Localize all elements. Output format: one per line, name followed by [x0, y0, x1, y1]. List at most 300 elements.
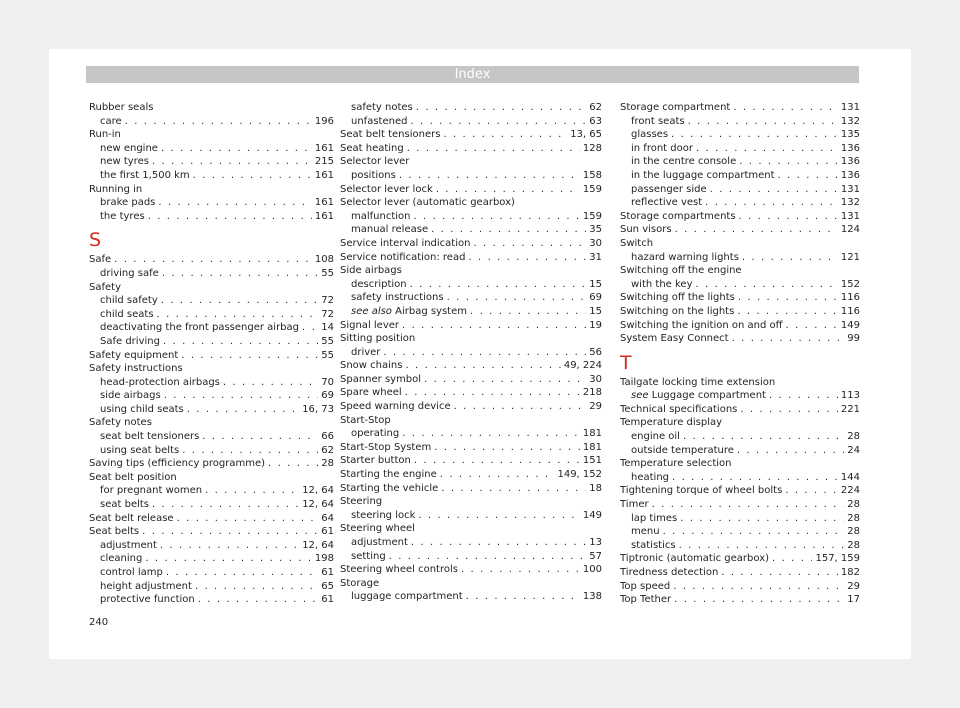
page-reference: 198 — [314, 553, 334, 565]
index-term: reflective vest — [631, 197, 703, 209]
index-term: using seat belts — [100, 444, 180, 456]
index-term: Tightening torque of wheel bolts — [620, 485, 783, 497]
index-term: seat belt tensioners — [100, 431, 200, 443]
index-term: new engine — [100, 142, 158, 154]
index-subentry — [89, 593, 334, 607]
page-reference: 224 — [840, 485, 860, 497]
dot-leader — [733, 101, 838, 115]
dot-leader — [454, 400, 587, 414]
dot-leader — [177, 512, 319, 526]
dot-leader — [145, 552, 312, 566]
index-term: Signal lever — [340, 319, 400, 331]
index-term: Storage — [340, 577, 380, 589]
index-entry — [340, 563, 602, 577]
dot-leader — [739, 210, 838, 224]
index-subentry — [89, 142, 334, 156]
index-column-2 — [340, 101, 602, 604]
dot-leader — [675, 223, 838, 237]
page-reference: 62 — [321, 444, 334, 456]
page-reference: 159 — [582, 210, 602, 222]
page-reference: 128 — [582, 142, 602, 154]
index-subentry — [89, 267, 334, 281]
index-term: Service interval indication — [340, 237, 471, 249]
index-subentry — [89, 484, 334, 498]
page-reference: 221 — [840, 403, 860, 415]
dot-leader — [738, 291, 838, 305]
index-entry — [340, 454, 602, 468]
index-subentry — [620, 512, 860, 526]
index-entry — [340, 128, 602, 142]
page-reference: 135 — [840, 129, 860, 141]
dot-leader — [431, 223, 586, 237]
page-reference: 28 — [847, 499, 860, 511]
index-subentry — [340, 346, 602, 360]
index-term: Spare wheel — [340, 387, 402, 399]
index-entry — [340, 332, 602, 346]
page-reference: 136 — [840, 156, 860, 168]
page-reference: 69 — [321, 390, 334, 402]
index-term: seat belts — [100, 499, 149, 511]
index-term: Switching the ignition on and off — [620, 319, 783, 331]
index-entry — [89, 512, 334, 526]
page-reference: 161 — [314, 169, 334, 181]
page-reference: 72 — [321, 308, 334, 320]
index-term: head-protection airbags — [100, 376, 220, 388]
index-term: System Easy Connect — [620, 333, 729, 345]
dot-leader — [161, 294, 318, 308]
index-entry — [340, 386, 602, 400]
index-term: Saving tips (efficiency programme) — [89, 458, 266, 470]
index-term: Spanner symbol — [340, 373, 422, 385]
index-subentry — [620, 128, 860, 142]
index-term: Starting the engine — [340, 469, 437, 481]
page-reference: 108 — [314, 254, 334, 266]
index-entry — [340, 441, 602, 455]
index-entry — [620, 223, 860, 237]
index-term: hazard warning lights — [631, 251, 739, 263]
dot-leader — [193, 169, 312, 183]
dot-leader — [187, 403, 299, 417]
dot-leader — [158, 196, 312, 210]
index-entry — [340, 196, 602, 210]
page-reference: 62 — [589, 102, 602, 113]
index-entry — [340, 400, 602, 414]
index-entry — [620, 403, 860, 417]
page-reference: 131 — [840, 102, 860, 113]
page-reference: 56 — [589, 346, 602, 358]
dot-leader — [436, 183, 580, 197]
dot-leader — [696, 278, 838, 292]
page-title: Index — [454, 67, 491, 82]
page-reference: 131 — [840, 210, 860, 222]
index-term: driving safe — [100, 267, 159, 279]
dot-leader — [411, 536, 586, 550]
index-entry — [340, 264, 602, 278]
page-reference: 35 — [589, 224, 602, 236]
page-reference: 218 — [582, 387, 602, 399]
index-subentry — [89, 155, 334, 169]
dot-leader — [202, 430, 318, 444]
see-target: Luggage compartment — [648, 390, 766, 402]
page-reference: 131 — [840, 183, 860, 195]
index-entry — [620, 593, 860, 607]
index-entry — [340, 237, 602, 251]
page-reference: 63 — [589, 115, 602, 127]
index-entry — [340, 495, 602, 509]
index-subentry — [89, 552, 334, 566]
page-reference: 65 — [321, 580, 334, 592]
index-subentry — [89, 169, 334, 183]
page-reference: 24 — [847, 444, 860, 456]
index-term: control lamp — [100, 567, 163, 578]
index-term: luggage compartment — [351, 591, 463, 603]
dot-leader — [302, 321, 318, 335]
index-entry — [340, 183, 602, 197]
page-reference: 57 — [589, 550, 602, 562]
dot-leader — [737, 305, 838, 319]
index-entry — [620, 210, 860, 224]
index-subentry — [620, 525, 860, 539]
index-subentry — [620, 444, 860, 458]
dot-leader — [268, 457, 318, 471]
index-term: side airbags — [100, 390, 161, 402]
page-reference: 55 — [321, 335, 334, 347]
dot-leader — [688, 115, 838, 129]
index-term: Run-in — [89, 129, 121, 141]
index-term: Sun visors — [620, 224, 672, 236]
index-term: Safe — [89, 254, 112, 266]
index-term: Technical specifications — [620, 403, 738, 415]
page-reference: 181 — [582, 441, 602, 453]
page-reference: 132 — [840, 197, 860, 209]
dot-leader — [466, 590, 580, 604]
index-subentry — [340, 550, 602, 564]
index-term: Seat belt tensioners — [340, 129, 441, 141]
index-term: Safety — [89, 281, 121, 293]
dot-leader — [671, 128, 838, 142]
index-term: menu — [631, 526, 660, 538]
page-reference: 152 — [840, 278, 860, 290]
index-entry — [340, 373, 602, 387]
dot-leader — [389, 550, 587, 564]
page-reference: 181 — [582, 428, 602, 440]
page-reference: 182 — [840, 567, 860, 578]
dot-leader — [125, 115, 312, 129]
index-entry — [89, 101, 334, 115]
page-reference: 12, 64 — [302, 499, 334, 511]
page-reference: 16, 73 — [302, 403, 334, 415]
page-reference: 64 — [321, 512, 334, 524]
dot-leader — [152, 155, 312, 169]
index-term: Safety notes — [89, 417, 152, 429]
page-reference: 121 — [840, 251, 860, 263]
dot-leader — [740, 403, 838, 417]
index-entry — [340, 522, 602, 536]
index-subentry — [89, 115, 334, 129]
page-reference: 29 — [589, 401, 602, 413]
index-term: Rubber seals — [89, 102, 154, 113]
page-reference: 13 — [589, 537, 602, 548]
page-reference: 30 — [589, 373, 602, 385]
dot-leader — [672, 471, 838, 485]
index-entry — [340, 414, 602, 428]
index-entry — [620, 566, 860, 580]
index-term: Storage compartments — [620, 210, 736, 222]
page-reference: 61 — [321, 567, 334, 578]
page-reference: 159 — [582, 183, 602, 195]
index-term: Snow chains — [340, 360, 403, 372]
index-subentry — [620, 115, 860, 129]
page-reference: 158 — [582, 169, 602, 181]
dot-leader — [447, 291, 587, 305]
index-entry — [340, 577, 602, 591]
dot-leader — [407, 142, 580, 156]
index-entry — [340, 251, 602, 265]
index-entry — [620, 291, 860, 305]
dot-leader — [160, 539, 299, 553]
index-letter-heading: T — [620, 351, 632, 374]
dot-leader — [680, 512, 844, 526]
index-term: positions — [351, 169, 396, 181]
index-term: child seats — [100, 308, 154, 320]
index-term: Safe driving — [100, 335, 160, 347]
page-reference: 144 — [840, 471, 860, 483]
index-subentry — [89, 335, 334, 349]
dot-leader — [182, 444, 318, 458]
index-subentry — [89, 308, 334, 322]
page-reference: 15 — [589, 278, 602, 290]
page-reference: 66 — [321, 431, 334, 443]
dot-leader — [739, 155, 838, 169]
page-reference: 19 — [589, 319, 602, 331]
index-subentry — [620, 430, 860, 444]
page-reference: 161 — [314, 210, 334, 222]
index-letter-heading: S — [89, 229, 102, 252]
index-term: child safety — [100, 295, 158, 307]
index-subentry — [620, 471, 860, 485]
index-subentry — [340, 305, 602, 319]
page-reference: 12, 64 — [302, 485, 334, 497]
index-term: Steering — [340, 496, 383, 508]
index-term: outside temperature — [631, 444, 734, 456]
index-subentry — [620, 389, 860, 403]
index-term: for pregnant women — [100, 485, 203, 497]
page-reference: 116 — [840, 305, 860, 317]
index-term: Top Tether — [620, 594, 672, 606]
dot-leader — [683, 430, 844, 444]
index-term: deactivating the front passenger airbag — [100, 322, 300, 334]
index-term: Switching on the lights — [620, 305, 735, 317]
index-term: lap times — [631, 512, 678, 524]
page-reference: 116 — [840, 292, 860, 304]
page-reference: 28 — [847, 512, 860, 524]
index-term: Selector lever — [340, 156, 410, 168]
page-reference: 29 — [847, 580, 860, 592]
index-term: Selector lever (automatic gearbox) — [340, 197, 515, 209]
index-entry — [620, 237, 860, 251]
dot-leader — [414, 454, 580, 468]
index-entry — [89, 183, 334, 197]
dot-leader — [164, 389, 319, 403]
index-subentry — [89, 498, 334, 512]
index-term: height adjustment — [100, 580, 192, 592]
dot-leader — [742, 251, 838, 265]
index-term: Speed warning device — [340, 401, 451, 413]
index-term — [351, 305, 467, 319]
index-term: Switching off the lights — [620, 292, 735, 304]
index-entry — [89, 471, 334, 485]
index-subentry — [340, 291, 602, 305]
dot-leader — [195, 580, 318, 594]
see-target: Airbag system — [391, 305, 468, 317]
page-reference: 30 — [589, 237, 602, 249]
page-reference: 132 — [840, 115, 860, 127]
page-reference: 61 — [321, 526, 334, 538]
index-term: Top speed — [620, 580, 671, 592]
index-subentry — [89, 566, 334, 580]
page-reference: 14 — [321, 322, 334, 334]
dot-leader — [405, 359, 560, 373]
index-subentry — [340, 509, 602, 523]
index-term: manual release — [351, 224, 429, 236]
dot-leader — [198, 593, 319, 607]
page-reference: 161 — [314, 197, 334, 209]
index-entry — [620, 580, 860, 594]
page-reference: 15 — [589, 305, 602, 317]
index-term: operating — [351, 428, 400, 440]
dot-leader — [679, 539, 845, 553]
index-entry — [620, 101, 860, 115]
index-term: Temperature display — [620, 417, 723, 429]
dot-leader — [157, 308, 319, 322]
index-term: new tyres — [100, 156, 149, 168]
dot-leader — [166, 566, 318, 580]
index-term: setting — [351, 550, 386, 562]
index-entry — [620, 319, 860, 333]
index-entry — [620, 305, 860, 319]
index-subentry — [340, 536, 602, 550]
index-term: Tailgate locking time extension — [620, 376, 776, 388]
index-subentry — [620, 196, 860, 210]
index-subentry — [340, 115, 602, 129]
index-term: in the centre console — [631, 156, 737, 168]
page-reference: 61 — [321, 594, 334, 606]
index-entry — [89, 457, 334, 471]
index-term: Switching off the engine — [620, 265, 742, 277]
index-term: Storage compartment — [620, 102, 731, 113]
dot-leader — [383, 346, 586, 360]
index-subentry — [620, 539, 860, 553]
dot-leader — [399, 169, 580, 183]
dot-leader — [148, 210, 312, 224]
index-term: protective function — [100, 594, 195, 606]
dot-leader — [410, 278, 587, 292]
dot-leader — [163, 335, 318, 349]
page-reference: 138 — [582, 591, 602, 603]
index-term: with the key — [631, 278, 693, 290]
index-term: Temperature selection — [620, 458, 732, 470]
dot-leader — [786, 319, 838, 333]
index-subentry — [620, 183, 860, 197]
index-term: heating — [631, 471, 670, 483]
index-term: steering lock — [351, 509, 416, 521]
index-entry — [620, 484, 860, 498]
index-term: glasses — [631, 129, 669, 141]
index-term: cleaning — [100, 553, 143, 565]
index-term: engine oil — [631, 431, 680, 443]
index-entry — [620, 264, 860, 278]
index-term: Sitting position — [340, 333, 416, 345]
index-term: Tiptronic (automatic gearbox) — [620, 553, 770, 565]
see-reference: see — [631, 390, 649, 402]
page-reference: 55 — [321, 349, 334, 361]
dot-leader — [161, 142, 312, 156]
dot-leader — [732, 332, 845, 346]
index-subentry — [620, 155, 860, 169]
dot-leader — [205, 484, 299, 498]
index-term: safety notes — [351, 102, 413, 113]
page-reference: 12, 64 — [302, 539, 334, 551]
dot-leader — [785, 484, 838, 498]
page-reference: 28 — [321, 458, 334, 470]
page-reference: 113 — [840, 390, 860, 402]
index-entry — [340, 319, 602, 333]
index-entry — [620, 332, 860, 346]
index-subentry — [89, 580, 334, 594]
page-reference: 72 — [321, 295, 334, 307]
index-term: using child seats — [100, 403, 184, 415]
index-subentry — [340, 590, 602, 604]
index-subentry — [620, 169, 860, 183]
index-column-3 — [620, 101, 860, 607]
index-subentry — [89, 389, 334, 403]
dot-leader — [416, 101, 586, 115]
index-term: Seat belts — [89, 526, 140, 538]
index-term: driver — [351, 346, 381, 358]
index-subentry — [89, 403, 334, 417]
index-term: passenger side — [631, 183, 707, 195]
dot-leader — [181, 349, 318, 363]
dot-leader — [473, 237, 586, 251]
page-reference: 13, 65 — [570, 129, 602, 141]
index-entry — [620, 498, 860, 512]
index-subentry — [340, 210, 602, 224]
dot-leader — [461, 563, 580, 577]
index-term: adjustment — [100, 539, 157, 551]
index-term: Start-Stop System — [340, 441, 432, 453]
dot-leader — [424, 373, 586, 387]
page-reference: 136 — [840, 169, 860, 181]
dot-leader — [410, 115, 586, 129]
index-term: in front door — [631, 142, 693, 154]
index-entry — [89, 362, 334, 376]
dot-leader — [710, 183, 838, 197]
index-entry — [89, 525, 334, 539]
index-subentry — [89, 196, 334, 210]
index-subentry — [620, 278, 860, 292]
index-subentry — [89, 321, 334, 335]
page-reference: 99 — [847, 333, 860, 345]
index-term: Timer — [620, 499, 649, 511]
page-reference: 149, 152 — [557, 469, 602, 481]
index-term: description — [351, 278, 407, 290]
index-subentry — [620, 142, 860, 156]
index-term: Running in — [89, 183, 143, 195]
index-entry — [340, 482, 602, 496]
index-term: Seat belt release — [89, 512, 174, 524]
page-reference: 49, 224 — [563, 360, 602, 372]
index-term: Seat belt position — [89, 471, 177, 483]
